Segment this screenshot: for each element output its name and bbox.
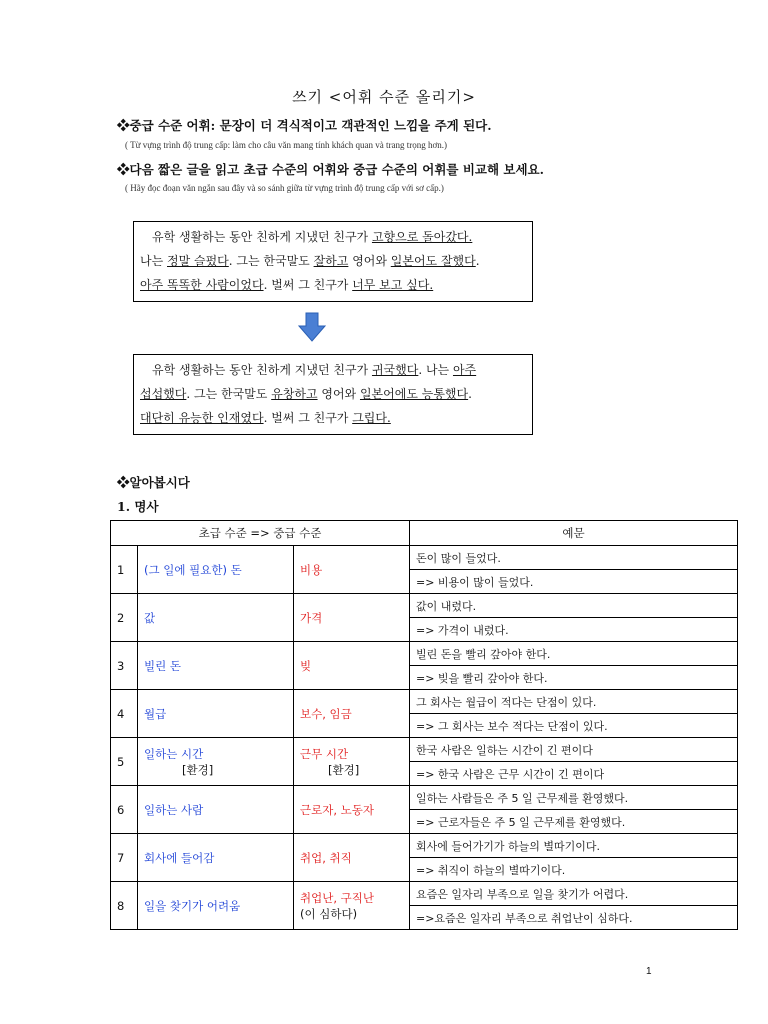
passage-line bbox=[140, 358, 528, 382]
bullet-compare-instruction: ❖다음 짧은 글을 읽고 초급 수준의 어휘와 중급 수준의 어휘를 비교해 보세요. bbox=[117, 162, 544, 177]
row-number: 5 bbox=[111, 738, 138, 786]
intermediate-passage-box bbox=[133, 354, 533, 435]
intermediate-word-text: 근로자, 노동자 bbox=[300, 802, 374, 817]
table-row bbox=[111, 786, 738, 810]
basic-word-text: 월급 bbox=[144, 706, 167, 721]
passage-line bbox=[140, 382, 528, 406]
basic-word bbox=[138, 882, 294, 930]
intermediate-word-text: 빚 bbox=[300, 658, 312, 673]
example-basic: 요즘은 일자리 부족으로 일을 찾기가 어렵다. bbox=[410, 882, 738, 906]
intermediate-word bbox=[294, 690, 410, 738]
passage-text: 나는 bbox=[140, 254, 167, 268]
basic-word bbox=[138, 690, 294, 738]
example-basic: 돈이 많이 들었다. bbox=[410, 546, 738, 570]
basic-word-text: 일하는 사람 bbox=[144, 802, 204, 817]
passage-line bbox=[140, 273, 528, 297]
basic-word-text: 일을 찾기가 어려움 bbox=[144, 898, 241, 913]
intermediate-word-text: 보수, 임금 bbox=[300, 706, 352, 721]
example-basic: 빌린 돈을 빨리 갚아야 한다. bbox=[410, 642, 738, 666]
header-level: 초급 수준 => 중급 수준 bbox=[111, 521, 410, 546]
basic-word bbox=[138, 546, 294, 594]
intermediate-word-text: 취업, 취직 bbox=[300, 850, 352, 865]
underlined-phrase: 섭섭했다 bbox=[140, 387, 187, 401]
underlined-phrase: 일본어도 잘했다 bbox=[390, 254, 476, 268]
underlined-phrase: 정말 슬펐다 bbox=[167, 254, 229, 268]
table-header-row bbox=[111, 521, 738, 546]
underlined-phrase: 대단히 유능한 인재였다 bbox=[140, 411, 264, 425]
table-row bbox=[111, 642, 738, 666]
passage-line bbox=[140, 249, 528, 273]
example-basic: 일하는 사람들은 주 5 일 근무제를 환영했다. bbox=[410, 786, 738, 810]
row-number: 1 bbox=[111, 546, 138, 594]
example-intermediate: => 근로자들은 주 5 일 근무제를 환영했다. bbox=[410, 810, 738, 834]
passage-text: . 나는 bbox=[418, 363, 453, 377]
underlined-phrase: 아주 똑똑한 사람이었다 bbox=[140, 278, 264, 292]
passage-text: 유학 생활하는 동안 친하게 지냈던 친구가 bbox=[152, 230, 372, 244]
intermediate-word-text: 취업난, 구직난 bbox=[300, 890, 374, 905]
table-row bbox=[111, 738, 738, 762]
bullet-intermediate-vocab: ❖중급 수준 어휘: 문장이 더 격식적이고 객관적인 느낌을 주게 된다. bbox=[117, 118, 492, 133]
intermediate-word-note: [환경] bbox=[328, 762, 360, 777]
section-heading: ❖알아봅시다 bbox=[117, 475, 190, 490]
underlined-phrase: 고향으로 돌아갔다. bbox=[371, 230, 473, 244]
table-row bbox=[111, 882, 738, 906]
passage-text: 영어와 bbox=[348, 254, 391, 268]
basic-word-text: 회사에 들어감 bbox=[144, 850, 215, 865]
intermediate-word-text: 가격 bbox=[300, 610, 323, 625]
bullet-compare-translation: ( Hãy đọc đoạn văn ngắn sau đây và so sánh giữa từ vựng trình độ trung cấp với sơ cấp.) bbox=[125, 183, 444, 193]
intermediate-word-note: (이 심하다) bbox=[300, 906, 358, 921]
passage-text: . bbox=[475, 254, 480, 268]
table-row bbox=[111, 834, 738, 858]
basic-word-note: [환경] bbox=[182, 762, 214, 777]
underlined-phrase: 귀국했다 bbox=[371, 363, 419, 377]
example-intermediate: => 비용이 많이 들었다. bbox=[410, 570, 738, 594]
passage-text: . 벌써 그 친구가 bbox=[263, 278, 353, 292]
table-row bbox=[111, 690, 738, 714]
example-basic: 그 회사는 월급이 적다는 단점이 있다. bbox=[410, 690, 738, 714]
intermediate-word bbox=[294, 834, 410, 882]
intermediate-word bbox=[294, 594, 410, 642]
underlined-phrase: 아주 bbox=[452, 363, 477, 377]
passage-text: . 그는 한국말도 bbox=[228, 254, 314, 268]
example-intermediate: => 가격이 내렸다. bbox=[410, 618, 738, 642]
row-number: 2 bbox=[111, 594, 138, 642]
passage-line bbox=[140, 225, 528, 249]
intermediate-word bbox=[294, 546, 410, 594]
example-basic: 값이 내렸다. bbox=[410, 594, 738, 618]
intermediate-word-text: 근무 시간 bbox=[300, 746, 349, 761]
example-basic: 회사에 들어가기가 하늘의 별따기이다. bbox=[410, 834, 738, 858]
underlined-phrase: 유창하고 bbox=[271, 387, 318, 401]
bullet-intermediate-vocab-translation: ( Từ vựng trình độ trung cấp: làm cho câu văn mang tính khách quan và trang trọng hơn.) bbox=[125, 140, 448, 150]
row-number: 3 bbox=[111, 642, 138, 690]
passage-text: 영어와 bbox=[317, 387, 360, 401]
intermediate-word bbox=[294, 738, 410, 786]
header-example: 예문 bbox=[410, 521, 738, 546]
row-number: 6 bbox=[111, 786, 138, 834]
table-row bbox=[111, 546, 738, 570]
passage-text: . 벌써 그 친구가 bbox=[263, 411, 353, 425]
underlined-phrase: 그립다. bbox=[352, 411, 391, 425]
underlined-phrase: 너무 보고 싶다. bbox=[352, 278, 434, 292]
row-number: 7 bbox=[111, 834, 138, 882]
page-title: 쓰기 <어휘 수준 올리기> bbox=[292, 88, 476, 106]
intermediate-word-text: 비용 bbox=[300, 562, 323, 577]
basic-word bbox=[138, 594, 294, 642]
basic-word bbox=[138, 786, 294, 834]
example-intermediate: => 취직이 하늘의 별따기이다. bbox=[410, 858, 738, 882]
intermediate-word bbox=[294, 786, 410, 834]
basic-word-text: 일하는 시간 bbox=[144, 746, 204, 761]
row-number: 4 bbox=[111, 690, 138, 738]
row-number: 8 bbox=[111, 882, 138, 930]
basic-word-text: (그 일에 필요한) 돈 bbox=[144, 562, 242, 577]
passage-line bbox=[140, 406, 528, 430]
basic-word-text: 빌린 돈 bbox=[144, 658, 181, 673]
example-intermediate: => 그 회사는 보수 적다는 단점이 있다. bbox=[410, 714, 738, 738]
passage-text: . bbox=[468, 387, 472, 401]
example-intermediate: =>요즘은 일자리 부족으로 취업난이 심하다. bbox=[410, 906, 738, 930]
page-number: 1 bbox=[646, 966, 652, 977]
underlined-phrase: 잘하고 bbox=[313, 254, 349, 268]
basic-passage-box bbox=[133, 221, 533, 302]
intermediate-word bbox=[294, 882, 410, 930]
example-intermediate: => 한국 사람은 근무 시간이 긴 편이다 bbox=[410, 762, 738, 786]
passage-text: 유학 생활하는 동안 친하게 지냈던 친구가 bbox=[152, 363, 372, 377]
basic-word bbox=[138, 642, 294, 690]
subsection-nouns: 1. 명사 bbox=[117, 499, 159, 514]
passage-text: . 그는 한국말도 bbox=[186, 387, 272, 401]
underlined-phrase: 일본어에도 능통했다 bbox=[359, 387, 469, 401]
basic-word-text: 값 bbox=[144, 610, 156, 625]
table-row bbox=[111, 594, 738, 618]
arrow-down-icon bbox=[298, 312, 326, 342]
basic-word bbox=[138, 738, 294, 786]
example-intermediate: => 빚을 빨리 갚아야 한다. bbox=[410, 666, 738, 690]
intermediate-word bbox=[294, 642, 410, 690]
basic-word bbox=[138, 834, 294, 882]
example-basic: 한국 사람은 일하는 시간이 긴 편이다 bbox=[410, 738, 738, 762]
vocab-table bbox=[110, 520, 738, 930]
